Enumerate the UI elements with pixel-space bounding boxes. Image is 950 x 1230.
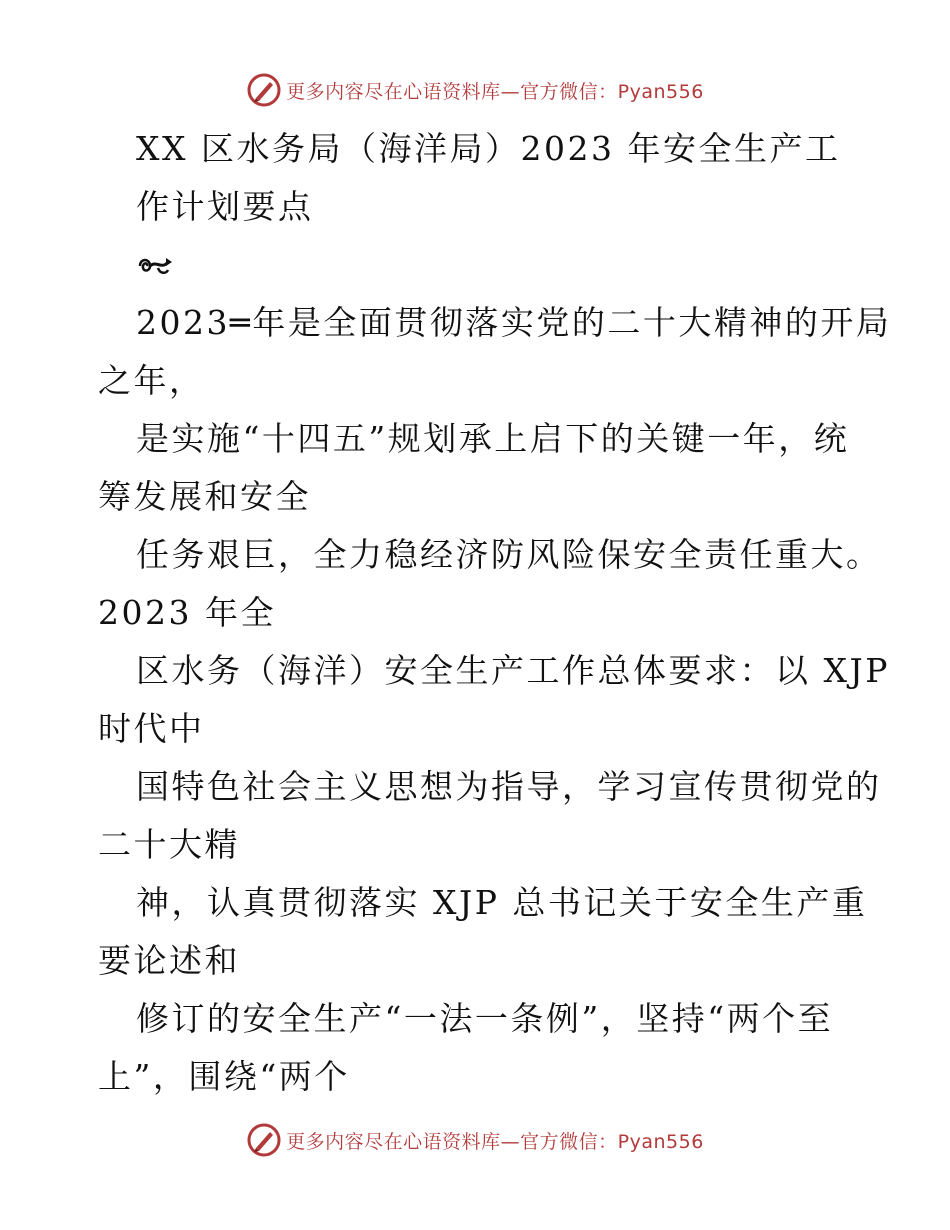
pen-logo-icon	[246, 1122, 282, 1158]
body-line-5: 任务艰巨，全力稳经济防风险保安全责任重大。	[136, 535, 882, 574]
body-line-14: 上”，围绕“两个	[98, 1057, 350, 1096]
body-line-10: 二十大精	[98, 825, 240, 864]
body-line-12: 要论述和	[98, 941, 240, 980]
body-line-3: 是实施“十四五”规划承上启下的关键一年，统	[136, 419, 850, 458]
body-line-2: 之年，	[98, 361, 205, 400]
banner-text: 更多内容尽在心语资料库—官方微信：Pyan556	[286, 1130, 704, 1153]
banner-text: 更多内容尽在心语资料库—官方微信：Pyan556	[286, 80, 704, 103]
body-line-11: 神，认真贯彻落实 XJP 总书记关于安全生产重	[136, 883, 868, 922]
footer-banner	[0, 1120, 950, 1160]
body-line-4: 筹发展和安全	[98, 477, 311, 516]
title-line-1: XX 区水务局（海洋局）2023 年安全生产工	[136, 129, 841, 168]
body-line-8: 时代中	[98, 709, 205, 748]
body-line-13: 修订的安全生产“一法一条例”，坚持“两个至	[136, 999, 834, 1038]
body-line-7: 区水务（海洋）安全生产工作总体要求：以 XJP	[136, 651, 890, 690]
fleuron-icon	[136, 250, 176, 280]
body-line-6: 2023 年全	[98, 593, 276, 632]
body-line-9: 国特色社会主义思想为指导，学习宣传贯彻党的	[136, 767, 882, 806]
pen-logo-icon	[246, 72, 282, 108]
ornament	[98, 236, 858, 294]
body-line-1: 2023═年是全面贯彻落实党的二十大精神的开局	[136, 303, 892, 342]
title-line-2: 作计划要点	[136, 187, 314, 226]
document-body	[98, 120, 892, 1106]
header-banner	[0, 70, 950, 110]
